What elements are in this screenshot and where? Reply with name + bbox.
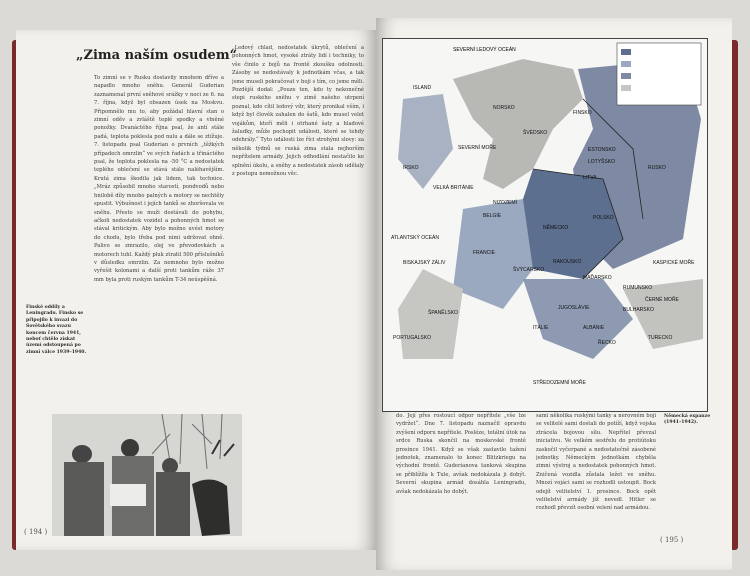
map-label: SEVERNÍ MOŘE bbox=[458, 145, 497, 151]
map-label: RUSKO bbox=[648, 165, 666, 171]
right-column-2: sami několika ruskými tanky a nerovném boji se velitelé sami dostali do potíží, když vojska ztrácela bojovou sílu. Nepřítel převzal iniciativu. Ve velkém sestřelu do protiútoku zaskočil vyčerpané a nedostatečně zásobené jednotky. Německým jednotkám chyběla zimní výstroj a nedostatek pohonných hmot. Zničená vozidla zůstala ležet ve sněhu. Mnozí vojáci sami se rozhodli ustoupit. Bock odejít velitelství 1. prosince. Bock opět velitelství armády již nevedl. Hitler se rozhodl převzít osobní velení nad armádou. bbox=[536, 413, 656, 512]
map-label: LOTYŠSKO bbox=[588, 159, 615, 165]
map-label: ATLANTSKÝ OCEÁN bbox=[391, 235, 439, 241]
map-label: FINSKO bbox=[573, 110, 592, 116]
map-label: NORSKO bbox=[493, 105, 515, 111]
right-page bbox=[376, 18, 732, 570]
map-label: NĚMECKO bbox=[543, 225, 569, 231]
map-label: ALBÁNIE bbox=[583, 325, 605, 331]
left-page bbox=[16, 30, 376, 550]
map-label: BULHARSKO bbox=[623, 307, 654, 313]
map-label: RAKOUSKO bbox=[553, 259, 582, 265]
map-label: POLSKO bbox=[593, 215, 614, 221]
left-page-number: ( 194 ) bbox=[24, 528, 48, 536]
photo-caption: Finské oddíly a Leningradu. Finsko se připojilo k invazi do Sovětského svazu koncem června 1941, neboť chtělo získat území odstoupená po zimní válce 1939–1940. bbox=[26, 305, 87, 355]
map-label: ČERNÉ MOŘE bbox=[645, 297, 679, 303]
europe-map bbox=[382, 38, 708, 412]
map-graphic bbox=[383, 39, 707, 411]
map-label: VELKÁ BRITÁNIE bbox=[433, 185, 474, 191]
map-label: TURECKO bbox=[648, 335, 673, 341]
map-label: ESTONSKO bbox=[588, 147, 616, 153]
right-column-1: do. Její přes rostoucí odpor nepřítele „vše lze vydržet“. Dne 7. listopadu naznačil opravdu zvýšení odporu nepřítele. Posléze, totální útok na srdce Ruska skončil na moskevské frontě prosince 1941. Když se však zastavilo tažení jednotek, znamenalo to konec Blitzkriegu na východní frontě. Guderianova tanková skupina se přiblížila k Tule, avšak nedokázala ji dobýt. Severní skupina armád dosáhla Leningradu, avšak nedokázala ho dobýt. bbox=[396, 413, 526, 495]
map-caption: Německá expanze (1941–1942). bbox=[664, 414, 711, 426]
map-label: KASPICKÉ MOŘE bbox=[653, 260, 695, 266]
map-label: STŘEDOZEMNÍ MOŘE bbox=[533, 380, 586, 386]
right-page-number: ( 195 ) bbox=[660, 536, 684, 544]
photo-illustration bbox=[52, 414, 242, 536]
map-label: LITVA bbox=[583, 175, 597, 181]
photo-finnish-soldiers bbox=[52, 414, 242, 536]
map-label: ŘECKO bbox=[598, 340, 616, 346]
map-label: FRANCIE bbox=[473, 250, 495, 256]
map-label: JUGOSLÁVIE bbox=[558, 305, 590, 311]
map-label: ŠVÉDSKO bbox=[523, 130, 548, 136]
map-label: NIZOZEMÍ bbox=[493, 200, 517, 206]
chapter-title: „Zima naším osudem“ bbox=[76, 48, 238, 63]
map-label: RUMUNSKO bbox=[623, 285, 653, 291]
map-label: BISKAJSKÝ ZÁLIV bbox=[403, 260, 446, 266]
map-label: ŠPANĚLSKO bbox=[428, 310, 458, 316]
map-label: PORTUGALSKO bbox=[393, 335, 431, 341]
map-label: IRSKO bbox=[403, 165, 419, 171]
map-label: BELGIE bbox=[483, 213, 502, 219]
map-label: ITÁLIE bbox=[533, 325, 549, 331]
map-title: SEVERNÍ LEDOVÝ OCEÁN bbox=[453, 47, 516, 53]
map-label: ŠVÝCARSKO bbox=[513, 267, 545, 273]
map-label: MAĎARSKO bbox=[583, 275, 612, 281]
map-label: ISLAND bbox=[413, 85, 432, 91]
left-column-2: „Ledový chlad, nedostatek úkrytů, oblečení a pohonných hmot, vysoké ztráty lidí i techniky, to vše činilo z bojů na frontě zkoušku odolnosti. Zásoby se nedostávaly k jednotkám včas, a tak jsme museli pokračovat v boji s tím, co jsme měli. Pozdější dodal: „Pouze ten, kdo ty nekonečné stepi ruského sněhu v zimě našeho utrpení poznal, kdo cítil ledový vítr, který pronikal vším, i když byl člověk zahalen do šatů, kdo musel velet vojákům, kteří měli i otrhané šaty a hladové žaludky, může pochopit události, které se tehdy odehrály.“ Tyto události lze říci strohými slovy: za několik týdnů se ruská zima stala nejhorším nepřítelem armády. Jejich odhodlání nestačilo ke splnění úkolu, a sněhy a nedostatek zásob udělaly z postupu nemožnou věc. bbox=[232, 45, 364, 178]
left-column-1: To zimní se v Rusku dostavily mnohem dříve a napadlo mnoho sněhu. Generál Guderian zaznamenal první sněhové srážky v noci ze 6. na 7. října, když byl obsazen úsek na Moskvu. Připomnělo mu to, aby požádal hlavní stan o zimní oděv a zvláště teplé spodky a vlněné ponožky. Dvanáctého října psal, že antí stále padá, teplota poklesla pod nulu a dále se ztížuje. 7. listopadu psal Guderian o prvních „těžkých případech omrzlin“ ve svých řadách a třináctého psal, že teplota poklesla na -50 °C a nedostatek teplého oblečení se stává stále naléhavějším. Krutá zima škodila jak lidem, tak technice. „Mráz způsobil mnoho starostí, pondvodů nebo hnilobě díly mnoho palných a motory se nechtěly spustit. Výbušnost i jejích tanků se zhoršovala ve sněhu. Přesto se muži dostávali do pohybu, ačkoli nedostatek vozidel a pohonných hmot se stával kritickým. Aby bylo možno uvést motory do chodu, bylo třeba pod nimi udržovat ohně. Palivo se zmrazilo, olej ve převodovkách a motorech tuhl. Každý pluk ztratil 500 příslušníků v důsledku omrzlin. Za nemnoho bylo možno vyřešit kolonami a další proti tankům ráže 37 mm byla proti ruským tankům T-34 neúspěšná. bbox=[94, 75, 224, 283]
